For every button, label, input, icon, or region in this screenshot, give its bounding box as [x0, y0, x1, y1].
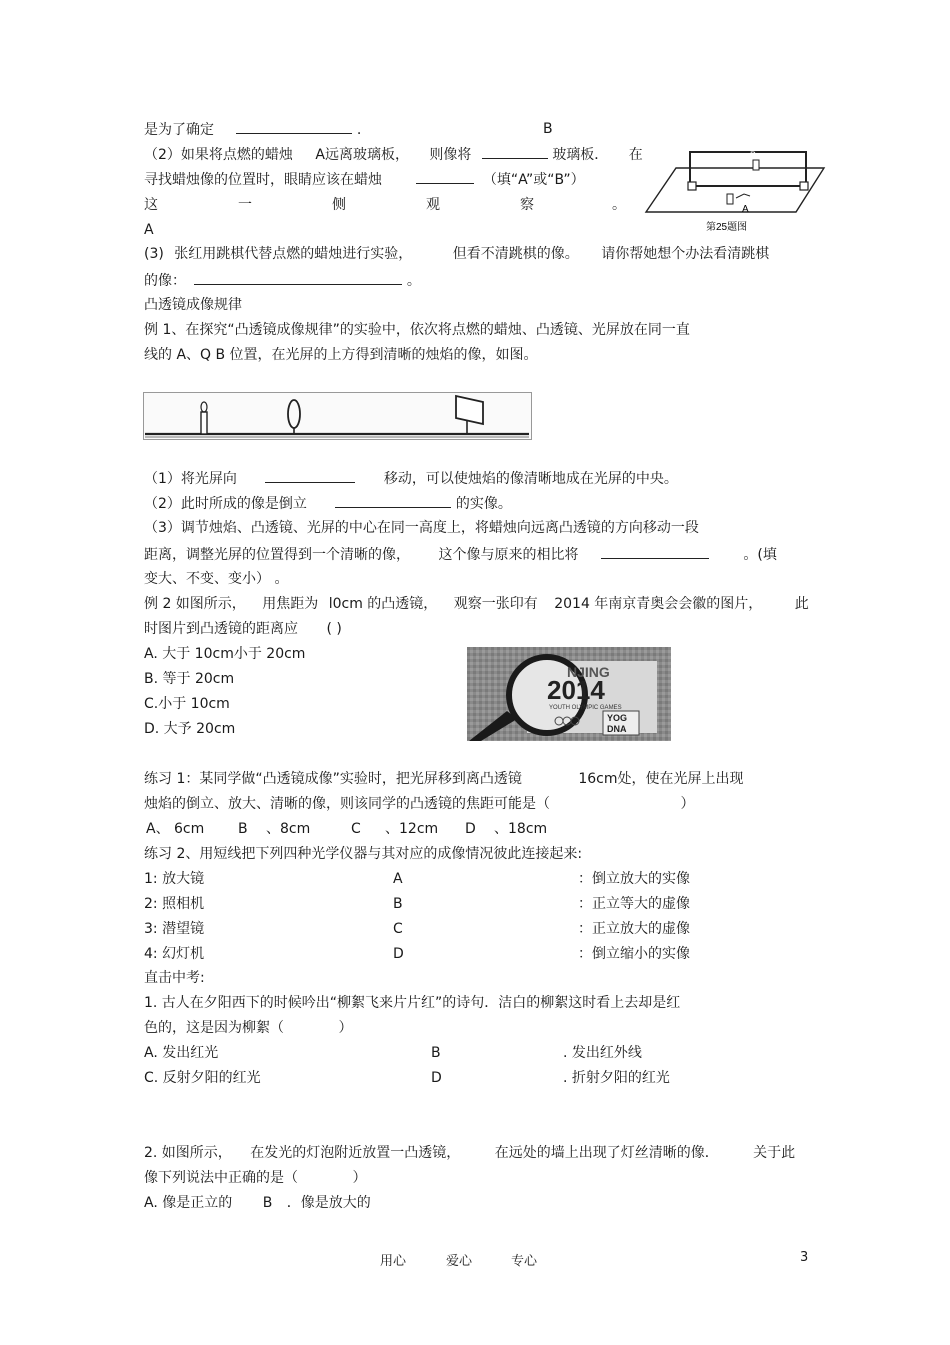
q2-line3-word-5: 察 — [520, 197, 534, 213]
practice2-title: 练习 2、用短线把下列四种光学仪器与其对应的成像情况彼此连接起来: — [144, 846, 583, 862]
text: ( ) — [326, 621, 342, 637]
text: 的实像。 — [455, 496, 512, 512]
practice1-choice-a[interactable]: A、 6cm — [146, 821, 205, 837]
text: （2）如果将点燃的蜡烛 — [144, 147, 293, 163]
practice1-choice-c-letter[interactable]: C — [351, 821, 361, 837]
text: 距离，调整光屏的位置得到一个清晰的像， — [144, 547, 410, 563]
answer-blank[interactable] — [194, 270, 402, 285]
text: ） — [680, 796, 695, 812]
logo-yog: YOG — [607, 713, 628, 723]
exam-title: 直击中考: — [144, 970, 205, 986]
text: 请你帮她想个办法看清跳棋 — [601, 246, 770, 262]
label-a-lone: A — [144, 222, 154, 238]
practice1-choice-b[interactable]: 、8cm — [266, 821, 311, 837]
line-determine — [144, 119, 361, 139]
practice2-row3-right[interactable]: ：正立放大的虚像 — [578, 921, 690, 937]
text: 用焦距为 — [262, 596, 319, 612]
ex2-option-c[interactable]: C.小于 10cm — [144, 696, 230, 712]
text: 移动，可以使烛焰的像清晰地成在光屏的中央。 — [383, 471, 678, 487]
answer-blank[interactable] — [601, 544, 709, 559]
text: A” — [518, 172, 534, 188]
text: 张红用跳棋代替点燃的蜡烛进行实验， — [174, 246, 413, 262]
answer-blank[interactable] — [416, 169, 474, 184]
text: 16cm处，使在光屏上出现 — [578, 771, 744, 787]
q2-line3-word-2: 一 — [238, 197, 252, 213]
mirror-experiment-figure — [644, 146, 826, 236]
text: 在 — [628, 147, 643, 163]
text: . — [356, 122, 362, 138]
text: 此 — [794, 596, 809, 612]
text: 在发光的灯泡附近放置一凸透镜， — [250, 1145, 461, 1161]
text: 。(填 — [743, 547, 777, 563]
light-screen — [456, 396, 483, 424]
ex1-q3-line2 — [144, 544, 777, 564]
text: 例 2 如图所示， — [144, 596, 246, 612]
text: 练习 1：某同学做“凸透镜成像”实验时，把光屏移到离凸透镜 — [144, 771, 522, 787]
page-number: 3 — [800, 1250, 809, 1265]
text: （填“ — [482, 172, 519, 188]
q2-line3-word-4: 观 — [426, 197, 440, 213]
ex1-line1: 例 1、在探究“凸透镜成像规律”的实验中，依次将点燃的蜡烛、凸透镜、光屏放在同一直 — [144, 322, 690, 338]
answer-blank[interactable] — [265, 468, 355, 483]
text: 观察一张印有 — [453, 596, 538, 612]
q3-line2 — [144, 270, 421, 290]
figure-label-b: B — [750, 150, 757, 160]
text: 则像将 — [429, 147, 472, 163]
ex1-q2 — [144, 493, 512, 513]
ex2-line2 — [144, 619, 342, 639]
optical-bench-figure — [143, 392, 532, 440]
text: 关于此 — [753, 1145, 796, 1161]
exam-q1-line2 — [144, 1018, 352, 1038]
ex2-option-d[interactable]: D. 大予 20cm — [144, 721, 236, 737]
text: 2. 如图所示， — [144, 1145, 232, 1161]
practice2-row2-right[interactable]: ：正立等大的虚像 — [578, 896, 690, 912]
ex2-option-b[interactable]: B. 等于 20cm — [144, 671, 235, 687]
q2-line3-word-1: 这 — [144, 197, 158, 213]
text: 是为了确定 — [144, 122, 214, 138]
text: 烛焰的倒立、放大、清晰的像，则该同学的凸透镜的焦距可能是（ — [144, 796, 550, 812]
glass-plate — [690, 152, 806, 186]
option-b-letter[interactable]: B — [262, 1195, 273, 1211]
text: (3) — [144, 246, 164, 262]
candle-b — [753, 160, 759, 170]
text: A远离玻璃板， — [315, 147, 409, 163]
exam-q1-option-b-letter[interactable]: B — [431, 1045, 441, 1061]
ex1-line2: 线的 A、Q B 位置，在光屏的上方得到清晰的烛焰的像，如图。 — [144, 347, 538, 363]
text: 的像： — [144, 273, 186, 289]
q2-line3-word-6: 。 — [612, 197, 626, 213]
label-b-top: B — [543, 121, 553, 137]
footer-word-3: 专心 — [511, 1254, 538, 1269]
exam-q1-option-a[interactable]: A. 发出红光 — [144, 1045, 219, 1061]
ex2-option-a[interactable]: A. 大于 10cm小于 20cm — [144, 646, 306, 662]
text: （1）将光屏向 — [144, 471, 237, 487]
practice2-row3-left[interactable]: 3: 潜望镜 — [144, 921, 205, 937]
text: l0cm 的凸透镜， — [328, 596, 438, 612]
footer-word-1: 用心 — [380, 1254, 407, 1269]
figure-label-a: A — [742, 204, 749, 215]
ex1-q3-line3: 变大、不变、变小） 。 — [144, 571, 289, 587]
q2-line3-word-3: 侧 — [332, 197, 346, 213]
practice2-row1-left[interactable]: 1: 放大镜 — [144, 871, 205, 887]
candle — [201, 412, 207, 434]
practice1-choice-b-letter[interactable]: B — [238, 821, 248, 837]
practice2-row4-mid[interactable]: D — [393, 946, 404, 962]
answer-blank[interactable] — [482, 144, 548, 159]
practice2-row2-mid[interactable]: B — [393, 896, 403, 912]
practice1-choice-d-letter[interactable]: D — [465, 821, 476, 837]
text: 但看不清跳棋的像。 — [452, 246, 579, 262]
text: 玻璃板． — [552, 147, 609, 163]
text: 。 — [406, 273, 421, 289]
practice2-row4-right[interactable]: ：倒立缩小的实像 — [578, 946, 690, 962]
text: ） — [338, 1020, 353, 1036]
text: 色的，这是因为柳絮（ — [144, 1020, 284, 1036]
logo-subtitle: YOUTH OLYMPIC GAMES — [549, 705, 622, 711]
ex2-line1 — [144, 594, 809, 614]
answer-blank[interactable] — [335, 493, 451, 508]
q2-line2 — [144, 169, 585, 189]
figure-caption: 第25题图 — [706, 222, 748, 233]
logo-year: 2014 — [547, 675, 605, 705]
exam-q1-option-d[interactable]: . 折射夕阳的红光 — [563, 1070, 670, 1086]
ex1-q1 — [144, 468, 678, 488]
practice1-line1 — [144, 769, 743, 789]
practice1-choice-c[interactable]: 、12cm — [385, 821, 439, 837]
exam-q2-option-a[interactable] — [144, 1193, 371, 1213]
practice2-row4-left[interactable]: 4: 幻灯机 — [144, 946, 205, 962]
practice2-row3-mid[interactable]: C — [393, 921, 403, 937]
text: 时图片到凸透镜的距离应 — [144, 621, 298, 637]
logo-text-top: NJING — [567, 664, 610, 680]
candle-a — [727, 194, 733, 204]
text: 像下列说法中正确的是（ — [144, 1170, 298, 1186]
practice1-choice-d[interactable]: 、18cm — [494, 821, 548, 837]
exam-q1-option-b[interactable]: . 发出红外线 — [563, 1045, 642, 1061]
footer-word-2: 爱心 — [446, 1254, 473, 1269]
practice2-row1-right[interactable]: ：倒立放大的实像 — [578, 871, 690, 887]
stand-left — [688, 182, 696, 190]
practice2-row1-mid[interactable]: A — [393, 871, 403, 887]
magnifier-logo-photo — [467, 647, 671, 741]
ex1-q3-line1: （3）调节烛焰、凸透镜、光屏的中心在同一高度上，将蜡烛向远离凸透镜的方向移动一段 — [144, 520, 699, 536]
text: B”） — [554, 172, 585, 188]
ruler-mark — [736, 194, 750, 198]
text: 在远处的墙上出现了灯丝清晰的像． — [494, 1145, 719, 1161]
answer-blank[interactable] — [236, 119, 352, 134]
exam-q2-line2 — [144, 1168, 366, 1188]
exam-q1-option-c[interactable]: C. 反射夕阳的红光 — [144, 1070, 261, 1086]
text: ） — [352, 1170, 367, 1186]
exam-q2-line1 — [144, 1143, 795, 1163]
exam-q1-line1: 1. 古人在夕阳西下的时候吟出“柳絮飞来片片红”的诗句．洁白的柳絮这时看上去却是红 — [144, 995, 681, 1011]
text: （2）此时所成的像是倒立 — [144, 496, 307, 512]
table-plane — [646, 168, 824, 212]
q2-line1 — [144, 144, 643, 164]
q3-line1 — [144, 244, 769, 264]
exam-q1-option-d-letter[interactable]: D — [431, 1070, 442, 1086]
practice1-line2 — [144, 794, 694, 814]
text: 或“ — [533, 172, 555, 188]
text: 寻找蜡烛像的位置时，眼睛应该在蜡烛 — [144, 172, 382, 188]
logo-dna: DNA — [607, 724, 627, 734]
text: 2014 年南京青奥会会徽的图片， — [554, 596, 763, 612]
stand-right — [800, 182, 808, 190]
section-title: 凸透镜成像规律 — [144, 297, 242, 313]
option-a-text[interactable]: A. 像是正立的 — [144, 1195, 233, 1211]
text: 这个像与原来的相比将 — [438, 547, 579, 563]
practice2-row2-left[interactable]: 2: 照相机 — [144, 896, 205, 912]
option-b-text[interactable]: ．像是放大的 — [286, 1195, 371, 1211]
